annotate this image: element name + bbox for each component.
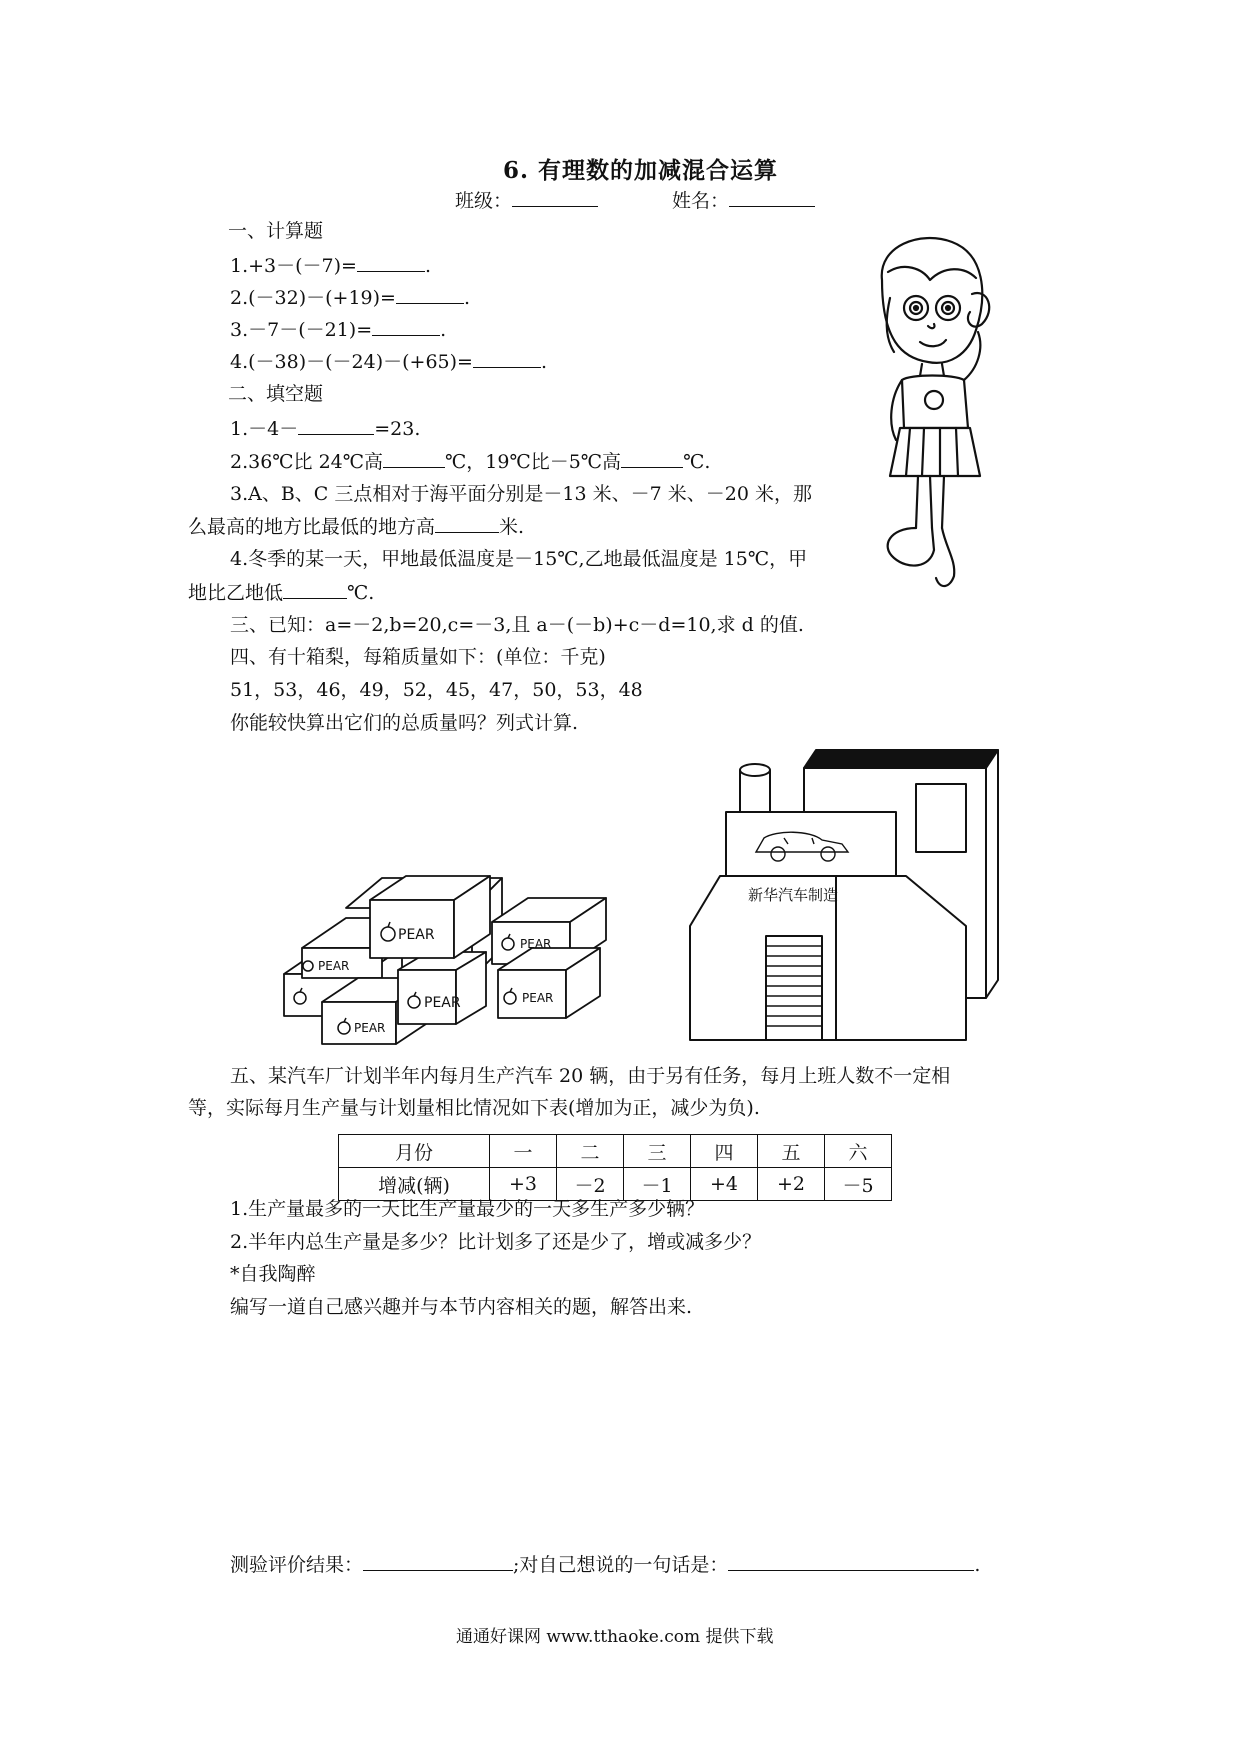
s2-q1-end: =23. (374, 418, 421, 440)
car-factory-illustration (680, 740, 1010, 1050)
section-4-question: 你能较快算出它们的总质量吗？列式计算. (230, 712, 579, 734)
evaluation-end: . (974, 1554, 981, 1576)
evaluation-line (230, 1552, 980, 1577)
s2-q4-blank[interactable] (283, 580, 347, 599)
section-1-heading: 一、计算题 (228, 220, 324, 242)
pear-label-4: PEAR (520, 937, 552, 951)
name-blank[interactable] (729, 188, 815, 207)
footer: 通通好课网 www.tthaoke.com 提供下载 (456, 1627, 774, 1647)
table-cell: －2 (557, 1168, 624, 1201)
s1-q2-text: 2.(－32)－(+19)= (230, 287, 396, 309)
pear-label-2: PEAR (318, 959, 350, 973)
s1-q3-end: . (440, 319, 447, 341)
s1-q4-text: 4.(－38)－(－24)－(+65)= (230, 351, 473, 373)
table-cell: 月份 (339, 1135, 490, 1168)
table-cell: 四 (691, 1135, 758, 1168)
section-5-question-2: 2.半年内总生产量是多少？比计划多了还是少了，增或减多少？ (230, 1231, 762, 1253)
s2-q2-blank-2[interactable] (621, 449, 683, 468)
s2-q4-end: ℃. (347, 582, 375, 604)
s2-question-1 (230, 416, 420, 441)
evaluation-label-2: ;对自己想说的一句话是： (513, 1554, 729, 1576)
s2-question-3-line-2 (188, 514, 524, 539)
s1-question-3 (230, 317, 446, 342)
table-cell: +4 (691, 1168, 758, 1201)
s1-q4-blank[interactable] (473, 349, 541, 368)
s1-q2-blank[interactable] (396, 285, 464, 304)
evaluation-blank-2[interactable] (728, 1552, 974, 1571)
pear-label-6: PEAR (522, 991, 554, 1005)
table-cell: 六 (825, 1135, 892, 1168)
s2-question-2 (230, 449, 710, 474)
table-cell: 五 (758, 1135, 825, 1168)
table-row (339, 1168, 892, 1201)
table-cell: 二 (557, 1135, 624, 1168)
section-3: 三、已知：a=－2,b=20,c=－3,且 a－(－b)+c－d=10,求 d 的值. (230, 614, 804, 636)
s2-q2-blank-1[interactable] (383, 449, 445, 468)
class-field (455, 188, 598, 213)
table-header-row (339, 1135, 892, 1168)
section-2-heading: 二、填空题 (228, 383, 324, 405)
table-cell: 一 (490, 1135, 557, 1168)
name-field (672, 188, 815, 213)
name-label: 姓名： (672, 190, 730, 212)
table-cell: +2 (758, 1168, 825, 1201)
table-cell: －1 (624, 1168, 691, 1201)
s2-q1-text: 1.－4－ (230, 418, 299, 440)
page-title: 6. 有理数的加减混合运算 (503, 157, 779, 184)
s1-q4-end: . (540, 351, 548, 373)
s1-question-1 (230, 253, 431, 278)
section-5-question-1: 1.生产量最多的一天比生产量最少的一天多生产多少辆？ (230, 1198, 705, 1220)
s2-q2-text-a: 2.36℃比 24℃高 (230, 451, 384, 473)
table-cell: －5 (825, 1168, 892, 1201)
s1-question-4 (230, 349, 547, 374)
s1-q3-blank[interactable] (372, 317, 440, 336)
class-blank[interactable] (512, 188, 598, 207)
s1-q3-text: 3.－7－(－21)= (230, 319, 373, 341)
pear-label-3: PEAR (424, 995, 461, 1011)
factory-sign: 新华汽车制造 (748, 886, 839, 904)
s1-q1-text: 1.+3－(－7)= (230, 255, 357, 277)
s2-q1-blank[interactable] (298, 416, 374, 435)
s1-q1-end: . (424, 255, 432, 277)
pear-label-5: PEAR (354, 1021, 386, 1035)
s2-question-4-line-2 (188, 580, 374, 605)
s2-q3-blank[interactable] (435, 514, 499, 533)
pear-boxes-illustration (282, 838, 612, 1048)
s1-question-2 (230, 285, 470, 310)
s2-q3-end: 米. (499, 516, 525, 538)
s2-q2-text-c: ℃. (683, 451, 711, 473)
evaluation-label-1: 测验评价结果： (230, 1554, 364, 1576)
section-4-values: 51，53，46，49，52，45，47，50，53，48 (230, 679, 643, 701)
table-cell: 增减(辆) (339, 1168, 490, 1201)
self-heading: *自我陶醉 (230, 1263, 316, 1285)
s1-q1-blank[interactable] (357, 253, 425, 272)
table-cell: 三 (624, 1135, 691, 1168)
table-cell: +3 (490, 1168, 557, 1201)
s2-q2-text-b: ℃，19℃比－5℃高 (445, 451, 622, 473)
pear-label-1: PEAR (398, 927, 435, 943)
evaluation-blank-1[interactable] (363, 1552, 513, 1571)
self-text: 编写一道自己感兴趣并与本节内容相关的题，解答出来. (230, 1296, 693, 1318)
section-5-line-1: 五、某汽车厂计划半年内每月生产汽车 20 辆，由于另有任务，每月上班人数不一定相 (230, 1065, 951, 1087)
s2-q3-text: 么最高的地方比最低的地方高 (188, 516, 436, 538)
s2-q4-text: 地比乙地低 (188, 582, 284, 604)
s2-question-4-line-1: 4.冬季的某一天，甲地最低温度是－15℃,乙地最低温度是 15℃，甲 (230, 548, 808, 570)
class-label: 班级： (455, 190, 513, 212)
girl-illustration (860, 228, 1000, 598)
s2-question-3-line-1: 3.A、B、C 三点相对于海平面分别是－13 米、－7 米、－20 米，那 (230, 483, 812, 505)
section-5-line-2: 等，实际每月生产量与计划量相比情况如下表(增加为正，减少为负). (188, 1097, 760, 1119)
s1-q2-end: . (463, 287, 471, 309)
production-table (338, 1134, 892, 1201)
section-4-heading: 四、有十箱梨，每箱质量如下：(单位：千克) (230, 646, 606, 668)
